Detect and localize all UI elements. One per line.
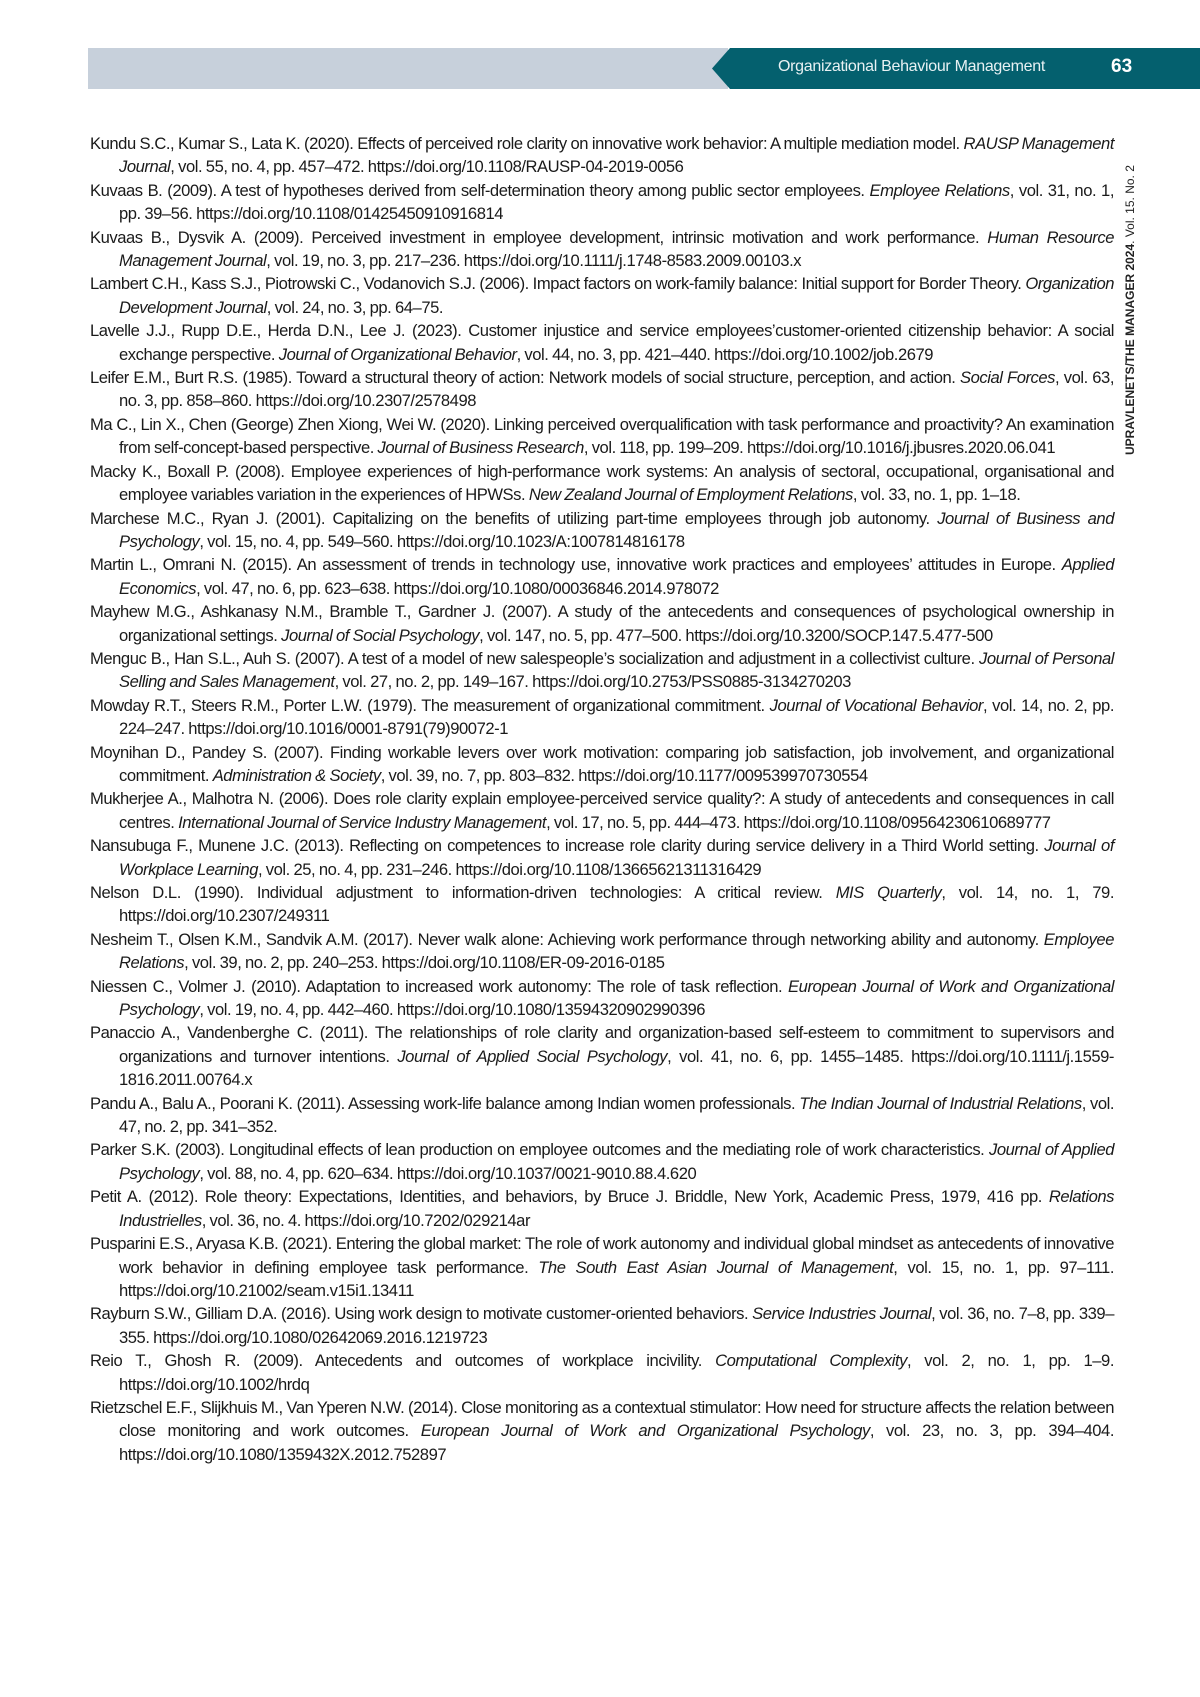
reference-details: , vol. 88, no. 4, pp. 620–634. https://doi.org/10.1037/0021-9010.88.4.620 bbox=[199, 1163, 697, 1183]
reference-journal: International Journal of Service Industry Management bbox=[178, 812, 547, 832]
reference-title: Pandu A., Balu A., Poorani K. (2011). Assessing work-life balance among Indian women professionals. bbox=[90, 1093, 800, 1113]
reference-details: , vol. 31, no. 1, pp. 39–56. https://doi.org/10.1108/01425450910916814 bbox=[119, 180, 1114, 224]
page-number: 63 bbox=[1111, 56, 1133, 77]
reference-item bbox=[90, 834, 1114, 881]
reference-title: Moynihan D., Pandey S. (2007). Finding workable levers over work motivation: comparing job satisfaction, job involvement, and organizational commitment. bbox=[90, 742, 1114, 785]
reference-item bbox=[90, 1021, 1114, 1091]
reference-details: , vol. 41, no. 6, pp. 1455–1485. https://doi.org/10.1111/j.1559-1816.2011.00764.x bbox=[119, 1046, 1114, 1090]
reference-journal: Journal of Business Research bbox=[377, 438, 584, 458]
reference-item bbox=[90, 928, 1114, 975]
reference-journal: Journal of Vocational Behavior bbox=[769, 695, 983, 715]
reference-item bbox=[90, 460, 1114, 507]
reference-journal: Organization Development Journal bbox=[119, 274, 1114, 317]
reference-journal: RAUSP Management Journal bbox=[119, 134, 1114, 177]
reference-item bbox=[90, 1138, 1114, 1185]
reference-journal: Computational Complexity bbox=[715, 1351, 907, 1371]
reference-title: Mukherjee A., Malhotra N. (2006). Does role clarity explain employee-perceived service quality?: A study of antecedents and consequences in call centres. bbox=[90, 789, 1114, 832]
reference-item bbox=[90, 787, 1114, 834]
reference-title: Panaccio A., Vandenberghe C. (2011). The relationships of role clarity and organization-based self-esteem to commitment to supervisors and organizations and turnover intentions. bbox=[90, 1023, 1114, 1066]
reference-item bbox=[90, 132, 1114, 179]
reference-details: , vol. 36, no. 4. https://doi.org/10.7202/029214ar bbox=[201, 1210, 531, 1230]
reference-title: Rietzschel E.F., Slijkhuis M., Van Yperen N.W. (2014). Close monitoring as a contextual stimulator: How need for structure affects the relation between close monitoring and work outcomes. bbox=[90, 1397, 1114, 1441]
reference-item bbox=[90, 647, 1114, 694]
reference-title: Kundu S.C., Kumar S., Lata K. (2020). Effects of perceived role clarity on innovative work behavior: A multiple mediation model. bbox=[90, 134, 964, 153]
reference-item bbox=[90, 179, 1114, 226]
reference-title: Macky K., Boxall P. (2008). Employee experiences of high-performance work systems: An analysis of sectoral, occupational, organisational and employee variables variation in the experiences of HPWSs. bbox=[90, 461, 1114, 505]
reference-journal: Social Forces bbox=[959, 368, 1056, 388]
reference-details: , vol. 25, no. 4, pp. 231–246. https://doi.org/10.1108/13665621311316429 bbox=[257, 859, 762, 879]
reference-journal: Human Resource Management Journal bbox=[119, 227, 1115, 271]
reference-details: , vol. 14, no. 2, pp. 224–247. https://doi.org/10.1016/0001-8791(79)90072-1 bbox=[119, 695, 1114, 739]
reference-title: Petit A. (2012). Role theory: Expectations, Identities, and behaviors, by Bruce J. Briddle, New York, Academic Press, 1979, 416 pp. bbox=[90, 1187, 1049, 1207]
reference-journal: Administration & Society bbox=[212, 765, 381, 785]
reference-item bbox=[90, 975, 1114, 1022]
reference-item bbox=[90, 600, 1114, 647]
reference-item bbox=[90, 1092, 1114, 1139]
reference-title: Mowday R.T., Steers R.M., Porter L.W. (1979). The measurement of organizational commitment. bbox=[90, 695, 770, 715]
reference-journal: Journal of Social Psychology bbox=[281, 625, 480, 645]
reference-details: , vol. 19, no. 3, pp. 217–236. https://doi.org/10.1111/j.1748-8583.2009.00103.x bbox=[266, 251, 802, 271]
reference-title: Martin L., Omrani N. (2015). An assessment of trends in technology use, innovative work practices and employees’ attitudes in Europe. bbox=[90, 555, 1062, 575]
reference-journal: European Journal of Work and Organizational Psychology bbox=[119, 976, 1114, 1020]
reference-item bbox=[90, 1349, 1114, 1396]
journal-running-head bbox=[1123, 165, 1137, 455]
journal-name: UPRAVLENETS/THE MANAGER 2024 bbox=[1123, 243, 1137, 455]
reference-title: Pusparini E.S., Aryasa K.B. (2021). Entering the global market: The role of work autonomy and individual global mindset as antecedents of innovative work behavior in defining employee task performance. bbox=[90, 1234, 1114, 1277]
reference-journal: The Indian Journal of Industrial Relations bbox=[799, 1093, 1082, 1113]
reference-title: Menguc B., Han S.L., Auh S. (2007). A test of a model of new salespeople’s socialization and adjustment in a collectivist culture. bbox=[90, 648, 980, 668]
reference-title: Lavelle J.J., Rupp D.E., Herda D.N., Lee J. (2023). Customer injustice and service employees’customer-oriented citizenship behavior: A social exchange perspective. bbox=[90, 321, 1114, 364]
reference-item bbox=[90, 507, 1114, 554]
reference-title: Kuvaas B., Dysvik A. (2009). Perceived investment in employee development, intrinsic motivation and work performance. bbox=[90, 227, 988, 247]
reference-details: , vol. 24, no. 3, pp. 64–75. bbox=[266, 297, 444, 317]
reference-details: , vol. 17, no. 5, pp. 444–473. https://doi.org/10.1108/09564230610689777 bbox=[546, 812, 1051, 832]
reference-journal: Journal of Business and Psychology bbox=[119, 508, 1114, 551]
reference-list bbox=[90, 132, 1114, 1466]
reference-title: Rayburn S.W., Gilliam D.A. (2016). Using work design to motivate customer-oriented behaviors. bbox=[90, 1304, 753, 1324]
reference-title: Leifer E.M., Burt R.S. (1985). Toward a structural theory of action: Network models of social structure, perception, and action. bbox=[90, 368, 960, 388]
reference-item bbox=[90, 413, 1114, 460]
journal-issue: . Vol. 15. No. 2 bbox=[1123, 165, 1137, 244]
reference-journal: Relations Industrielles bbox=[119, 1187, 1114, 1230]
reference-title: Marchese M.C., Ryan J. (2001). Capitalizing on the benefits of utilizing part-time employees through job autonomy. bbox=[90, 508, 938, 528]
reference-details: , vol. 15, no. 1, pp. 97–111. https://doi.org/10.21002/seam.v15i1.13411 bbox=[119, 1257, 1114, 1300]
reference-journal: Journal of Personal Selling and Sales Management bbox=[119, 648, 1114, 692]
reference-details: , vol. 19, no. 4, pp. 442–460. https://doi.org/10.1080/13594320902990396 bbox=[199, 1000, 706, 1020]
reference-details: , vol. 23, no. 3, pp. 394–404. https://doi.org/10.1080/1359432X.2012.752897 bbox=[119, 1421, 1114, 1464]
reference-item bbox=[90, 319, 1114, 366]
reference-title: Nesheim T., Olsen K.M., Sandvik A.M. (2017). Never walk alone: Achieving work performance through networking ability and autonomy. bbox=[90, 929, 1044, 949]
reference-details: , vol. 36, no. 7–8, pp. 339–355. https://doi.org/10.1080/02642069.2016.1219723 bbox=[119, 1304, 1114, 1347]
reference-title: Ma C., Lin X., Chen (George) Zhen Xiong, Wei W. (2020). Linking perceived overqualification with task performance and proactivity? An examination from self-concept-based perspective. bbox=[90, 414, 1114, 458]
reference-details: , vol. 33, no. 1, pp. 1–18. bbox=[852, 485, 1021, 505]
reference-item bbox=[90, 553, 1114, 600]
reference-details: , vol. 118, pp. 199–209. https://doi.org/10.1016/j.jbusres.2020.06.041 bbox=[583, 438, 1056, 458]
reference-title: Reio T., Ghosh R. (2009). Antecedents and outcomes of workplace incivility. bbox=[90, 1351, 716, 1371]
reference-journal: Service Industries Journal bbox=[752, 1304, 932, 1324]
reference-item bbox=[90, 366, 1114, 413]
reference-journal: Journal of Workplace Learning bbox=[119, 836, 1114, 879]
reference-details: , vol. 47, no. 2, pp. 341–352. bbox=[119, 1093, 1115, 1137]
reference-title: Nansubuga F., Munene J.C. (2013). Reflecting on competences to increase role clarity during service delivery in a Third World setting. bbox=[90, 836, 1045, 856]
reference-title: Parker S.K. (2003). Longitudinal effects of lean production on employee outcomes and the mediating role of work characteristics. bbox=[90, 1140, 989, 1160]
reference-details: , vol. 2, no. 1, pp. 1–9. https://doi.org/10.1002/hrdq bbox=[119, 1351, 1114, 1394]
reference-details: , vol. 39, no. 2, pp. 240–253. https://doi.org/10.1108/ER-09-2016-0185 bbox=[184, 953, 665, 973]
reference-item bbox=[90, 694, 1114, 741]
reference-details: , vol. 63, no. 3, pp. 858–860. https://doi.org/10.2307/2578498 bbox=[119, 368, 1114, 411]
reference-journal: Applied Economics bbox=[119, 555, 1114, 598]
reference-journal: Employee Relations bbox=[119, 929, 1114, 973]
reference-item bbox=[90, 1232, 1114, 1302]
reference-details: , vol. 39, no. 7, pp. 803–832. https://doi.org/10.1177/009539970730554 bbox=[380, 765, 868, 785]
reference-journal: European Journal of Work and Organizational Psychology bbox=[420, 1421, 870, 1441]
reference-journal: Employee Relations bbox=[869, 180, 1010, 200]
reference-details: , vol. 44, no. 3, pp. 421–440. https://doi.org/10.1002/job.2679 bbox=[516, 344, 934, 364]
reference-details: , vol. 147, no. 5, pp. 477–500. https://doi.org/10.3200/SOCP.147.5.477-500 bbox=[479, 625, 993, 645]
reference-title: Nelson D.L. (1990). Individual adjustment to information-driven technologies: A critical review. bbox=[90, 883, 836, 902]
reference-details: , vol. 15, no. 4, pp. 549–560. https://doi.org/10.1023/A:1007814816178 bbox=[199, 531, 685, 551]
reference-item bbox=[90, 881, 1114, 928]
reference-title: Mayhew M.G., Ashkanasy N.M., Bramble T., Gardner J. (2007). A study of the antecedents and consequences of psychological ownership in organizational settings. bbox=[90, 602, 1114, 645]
reference-item bbox=[90, 226, 1114, 273]
reference-item bbox=[90, 1302, 1114, 1349]
reference-journal: Journal of Applied Social Psychology bbox=[397, 1046, 668, 1066]
reference-journal: MIS Quarterly bbox=[835, 883, 942, 902]
reference-journal: The South East Asian Journal of Management bbox=[538, 1257, 894, 1277]
section-title: Organizational Behaviour Management bbox=[778, 58, 1046, 75]
reference-details: , vol. 14, no. 1, 79. https://doi.org/10.2307/249311 bbox=[119, 883, 1114, 926]
reference-title: Niessen C., Volmer J. (2010). Adaptation to increased work autonomy: The role of task reflection. bbox=[90, 976, 789, 996]
reference-item bbox=[90, 1185, 1114, 1232]
reference-journal: Journal of Applied Psychology bbox=[119, 1140, 1115, 1183]
reference-details: , vol. 55, no. 4, pp. 457–472. https://doi.org/10.1108/RAUSP-04-2019-0056 bbox=[170, 157, 684, 177]
reference-item bbox=[90, 741, 1114, 788]
reference-item bbox=[90, 272, 1114, 319]
header-band bbox=[88, 48, 728, 89]
reference-details: , vol. 27, no. 2, pp. 149–167. https://doi.org/10.2753/PSS0885-3134270203 bbox=[334, 672, 851, 692]
reference-journal: Journal of Organizational Behavior bbox=[278, 344, 517, 364]
reference-title: Lambert C.H., Kass S.J., Piotrowski C., Vodanovich S.J. (2006). Impact factors on work-family balance: Initial support for Border Theory. bbox=[90, 274, 1026, 294]
reference-details: , vol. 47, no. 6, pp. 623–638. https://doi.org/10.1080/00036846.2014.978072 bbox=[196, 578, 719, 598]
reference-journal: New Zealand Journal of Employment Relations bbox=[528, 485, 853, 505]
reference-item bbox=[90, 1396, 1114, 1466]
reference-title: Kuvaas B. (2009). A test of hypotheses derived from self-determination theory among public sector employees. bbox=[90, 180, 870, 200]
